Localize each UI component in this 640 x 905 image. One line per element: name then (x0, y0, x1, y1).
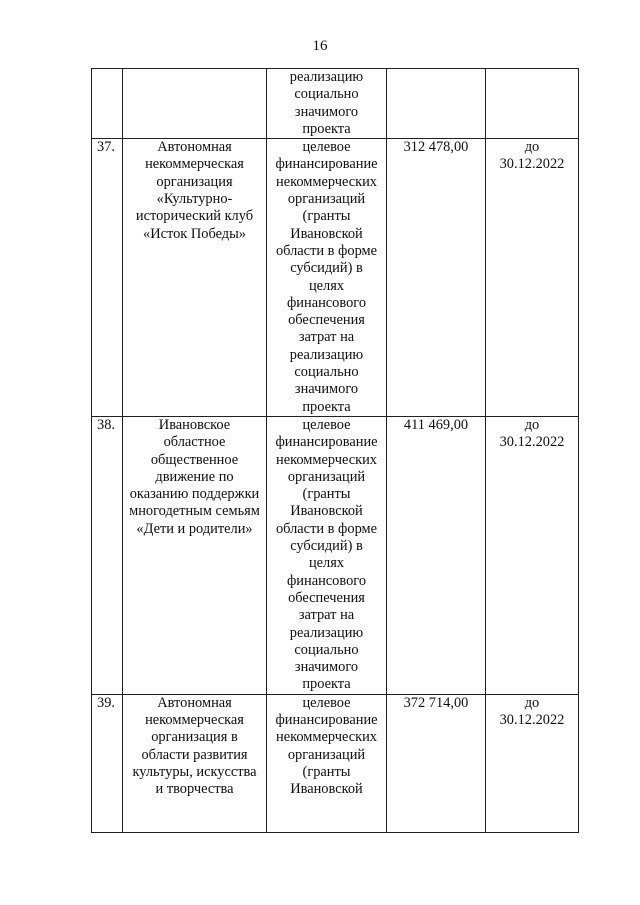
organization-line: и творчества (155, 781, 234, 798)
purpose-cell (267, 69, 387, 139)
amount-cell (387, 694, 486, 832)
purpose-line: области в форме (275, 242, 378, 259)
purpose-line: целях (308, 555, 345, 572)
table-row (92, 416, 579, 694)
purpose-cell (267, 416, 387, 694)
purpose-line: целевое (302, 694, 351, 711)
deadline-line: 30.12.2022 (499, 434, 565, 451)
purpose-line: (гранты (302, 208, 351, 225)
purpose-line: Ивановской (290, 781, 363, 798)
purpose-line: организаций (287, 191, 366, 208)
purpose-line: Ивановской (290, 503, 363, 520)
row-number-cell (92, 416, 123, 694)
purpose-line: финансового (286, 572, 367, 589)
organization-cell (123, 416, 267, 694)
row-number-cell (92, 139, 123, 417)
purpose-cell (267, 694, 387, 832)
organization-line: организация (156, 173, 233, 190)
organization-line: «Дети и родители» (136, 520, 253, 537)
purpose-line: некоммерческих (276, 451, 377, 468)
purpose-line: организаций (287, 468, 366, 485)
purpose-line: реализацию (289, 624, 364, 641)
purpose-line: проекта (302, 398, 351, 415)
purpose-line: проекта (302, 120, 351, 137)
organization-cell (123, 139, 267, 417)
row-number: 37. (97, 139, 115, 156)
purpose-line: значимого (294, 381, 359, 398)
purpose-line: субсидий) в (290, 538, 363, 555)
table-row (92, 694, 579, 832)
organization-line: многодетным семьям (129, 503, 260, 520)
organization-line: Автономная (157, 139, 232, 156)
deadline-line: до (524, 694, 540, 711)
purpose-cell (267, 139, 387, 417)
deadline-cell (486, 139, 579, 417)
amount-cell (387, 139, 486, 417)
purpose-line: некоммерческих (276, 729, 377, 746)
row-number-cell (92, 694, 123, 832)
purpose-line: затрат на (298, 329, 355, 346)
organization-line: исторический клуб (135, 208, 254, 225)
organization-line: организация в (151, 729, 238, 746)
purpose-line: значимого (294, 659, 359, 676)
deadline-line: 30.12.2022 (499, 156, 565, 173)
grants-table (91, 68, 579, 833)
purpose-line: социально (294, 86, 359, 103)
organization-line: Ивановское (158, 416, 231, 433)
organization-line: общественное (150, 451, 239, 468)
amount: 312 478,00 (403, 139, 469, 156)
purpose-line: реализацию (289, 346, 364, 363)
deadline-line: 30.12.2022 (499, 711, 565, 728)
purpose-line: (гранты (302, 486, 351, 503)
purpose-line: целях (308, 277, 345, 294)
table-row (92, 69, 579, 139)
organization-line: областное (163, 434, 226, 451)
deadline-line: до (524, 416, 540, 433)
purpose-line: финансового (286, 294, 367, 311)
organization-cell (123, 694, 267, 832)
purpose-line: субсидий) в (290, 260, 363, 277)
page-number: 16 (312, 38, 328, 54)
organization-line: некоммерческая (145, 711, 244, 728)
purpose-line: Ивановской (290, 225, 363, 242)
purpose-line: финансирование (275, 156, 378, 173)
organization-line: Автономная (157, 694, 232, 711)
deadline-cell (486, 416, 579, 694)
table-row (92, 139, 579, 417)
purpose-line: некоммерческих (276, 173, 377, 190)
organization-line: культуры, искусства (132, 763, 257, 780)
amount: 411 469,00 (403, 416, 469, 433)
organization-line: области развития (141, 746, 248, 763)
purpose-line: проекта (302, 676, 351, 693)
purpose-line: финансирование (275, 434, 378, 451)
purpose-line: области в форме (275, 520, 378, 537)
purpose-line: обеспечения (288, 312, 365, 329)
organization-line: оказанию поддержки (129, 486, 260, 503)
deadline-line: до (524, 139, 540, 156)
deadline-cell (486, 69, 579, 139)
amount-cell (387, 416, 486, 694)
purpose-line: целевое (302, 139, 351, 156)
deadline-cell (486, 694, 579, 832)
purpose-line: реализацию (289, 69, 364, 85)
purpose-line: значимого (294, 103, 359, 120)
purpose-line: организаций (287, 746, 366, 763)
organization-line: движение по (155, 468, 234, 485)
row-number-cell (92, 69, 123, 139)
organization-cell (123, 69, 267, 139)
purpose-line: целевое (302, 416, 351, 433)
purpose-line: финансирование (275, 711, 378, 728)
purpose-line: затрат на (298, 607, 355, 624)
purpose-line: социально (294, 641, 359, 658)
organization-line: некоммерческая (145, 156, 244, 173)
amount: 372 714,00 (403, 694, 469, 711)
row-number: 38. (97, 416, 115, 433)
purpose-line: (гранты (302, 763, 351, 780)
purpose-line: обеспечения (288, 589, 365, 606)
organization-line: «Культурно- (156, 191, 233, 208)
organization-line: «Исток Победы» (143, 225, 246, 242)
purpose-line: социально (294, 364, 359, 381)
amount-cell (387, 69, 486, 139)
row-number: 39. (97, 694, 115, 711)
